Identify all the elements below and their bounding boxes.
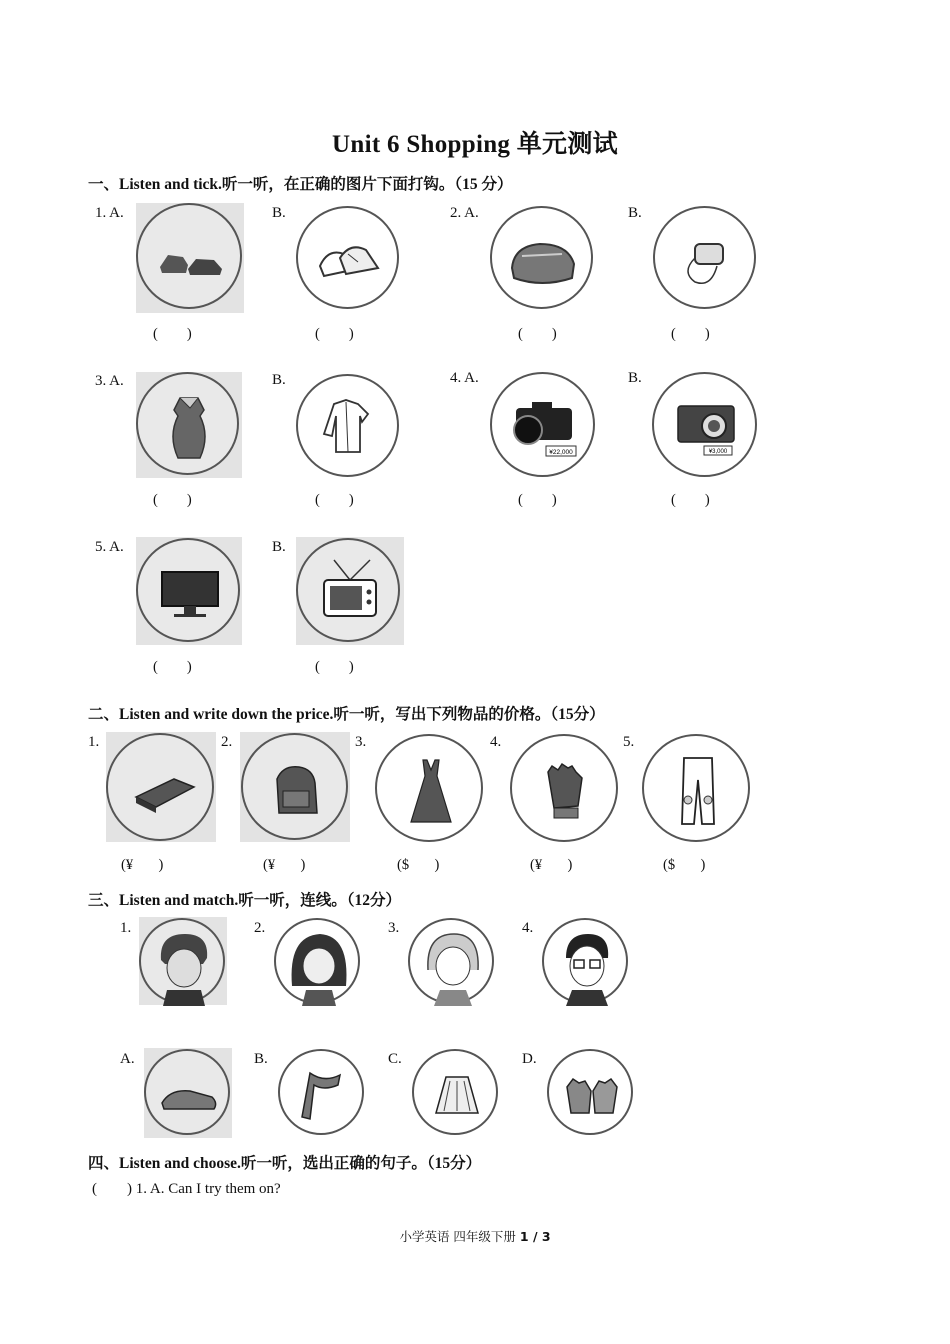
blank-3a[interactable]: ( ) <box>153 492 192 508</box>
p2-blank-1[interactable]: (¥ ) <box>121 857 164 873</box>
dress-icon <box>375 734 483 842</box>
shoes-icon <box>136 203 242 309</box>
dress-icon <box>136 372 239 475</box>
blank-2b[interactable]: ( ) <box>671 326 710 342</box>
p2-blank-2[interactable]: (¥ ) <box>263 857 306 873</box>
p3-item-label-c: C. <box>388 1051 402 1067</box>
page-number: 1 / 3 <box>519 1229 551 1244</box>
label-4b: B. <box>628 370 642 386</box>
section-2-heading: 二、Listen and write down the price.听一听，写出下列物品的价格。（15分） <box>88 706 605 723</box>
p2-blank-3[interactable]: ($ ) <box>397 857 440 873</box>
camera-large-icon <box>490 372 595 477</box>
page-title: Unit 6 Shopping 单元测试 <box>332 131 618 158</box>
p3-item-label-d: D. <box>522 1051 537 1067</box>
p2-blank-4[interactable]: (¥ ) <box>530 857 573 873</box>
blank-5b[interactable]: ( ) <box>315 659 354 675</box>
old-tv-icon <box>296 538 400 642</box>
label-3b: B. <box>272 372 286 388</box>
sneakers-icon <box>296 206 399 309</box>
pencil-box-icon <box>106 733 214 841</box>
section-4-heading: 四、Listen and choose.听一听，选出正确的句子。（15分） <box>88 1155 482 1172</box>
p2-label-2: 2. <box>221 734 233 750</box>
p2-label-1: 1. <box>88 734 100 750</box>
label-3a: 3. A. <box>95 373 124 389</box>
scarf-icon <box>278 1049 364 1135</box>
man-glasses-face-icon <box>542 918 628 1004</box>
price-tag-b: ¥3,000 <box>708 449 728 455</box>
gloves-icon <box>547 1049 633 1135</box>
blank-4a[interactable]: ( ) <box>518 492 557 508</box>
shoe-icon <box>144 1049 230 1135</box>
schoolbag-icon <box>241 733 348 840</box>
p2-label-5: 5. <box>623 734 635 750</box>
blank-3b[interactable]: ( ) <box>315 492 354 508</box>
label-5b: B. <box>272 539 286 555</box>
backpack-icon <box>490 206 593 309</box>
label-1b: B. <box>272 205 286 221</box>
section-1-heading: 一、Listen and tick.听一听，在正确的图片下面打钩。（15 分） <box>88 176 513 193</box>
small-bag-icon <box>653 206 756 309</box>
footer-text: 小学英语 四年级下册 <box>399 1229 520 1244</box>
label-2a: 2. A. <box>450 205 479 221</box>
p3-person-label-1: 1. <box>120 920 132 936</box>
trousers-icon <box>642 734 750 842</box>
girl-face-icon <box>274 918 360 1004</box>
label-4a: 4. A. <box>450 370 479 386</box>
boy-face-icon <box>139 918 225 1004</box>
p3-item-label-b: B. <box>254 1051 268 1067</box>
blank-1a[interactable]: ( ) <box>153 326 192 342</box>
woman-face-icon <box>408 918 494 1004</box>
p2-label-3: 3. <box>355 734 367 750</box>
p2-label-4: 4. <box>490 734 502 750</box>
label-1a: 1. A. <box>95 205 124 221</box>
blank-4b[interactable]: ( ) <box>671 492 710 508</box>
p2-blank-5[interactable]: ($ ) <box>663 857 706 873</box>
gloves-icon <box>510 734 618 842</box>
p3-item-label-a: A. <box>120 1051 135 1067</box>
blank-5a[interactable]: ( ) <box>153 659 192 675</box>
camera-small-icon <box>652 372 757 477</box>
p3-person-label-2: 2. <box>254 920 266 936</box>
label-5a: 5. A. <box>95 539 124 555</box>
p3-person-label-4: 4. <box>522 920 534 936</box>
blank-2a[interactable]: ( ) <box>518 326 557 342</box>
part4-question-1[interactable]: ( ) 1. A. Can I try them on? <box>92 1181 281 1197</box>
shirt-icon <box>296 374 399 477</box>
blank-1b[interactable]: ( ) <box>315 326 354 342</box>
flat-tv-icon <box>136 538 240 642</box>
page-footer <box>0 1227 950 1245</box>
label-2b: B. <box>628 205 642 221</box>
section-3-heading: 三、Listen and match.听一听，连线。（12分） <box>88 892 402 909</box>
skirt-icon <box>412 1049 498 1135</box>
price-tag-a: ¥22,000 <box>549 449 573 456</box>
p3-person-label-3: 3. <box>388 920 400 936</box>
